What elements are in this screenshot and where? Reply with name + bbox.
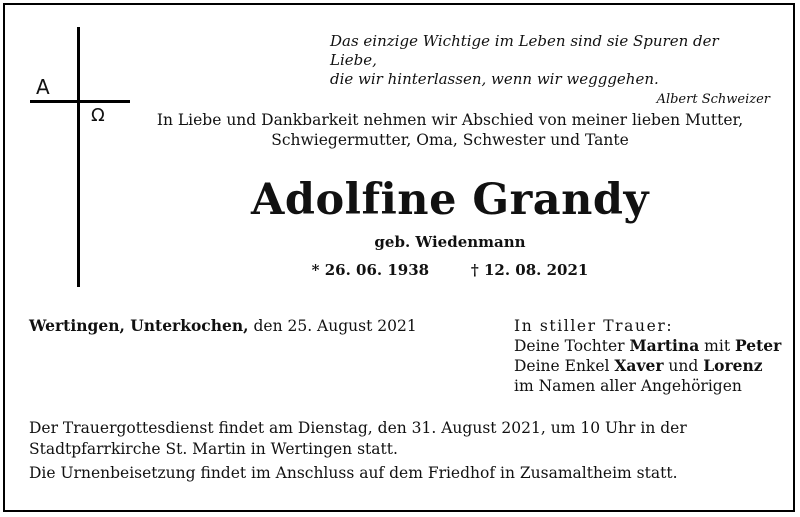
mourner-name-martina: Martina [629, 336, 700, 355]
funeral-service-text [29, 418, 749, 460]
birth-date: * 26. 06. 1938 [311, 261, 430, 279]
mourner-name-lorenz: Lorenz [703, 356, 763, 375]
place-names: Wertingen, Unterkochen, [29, 316, 249, 335]
service-line-2: Stadtpfarrkirche St. Martin in Wertingen statt. [29, 440, 398, 458]
place-and-date [29, 316, 417, 335]
notice-date: den 25. August 2021 [248, 317, 417, 335]
urn-burial-text: Die Urnenbeisetzung findet im Anschluss auf dem Friedhof in Zusamaltheim statt. [29, 464, 678, 482]
service-line-1: Der Trauergottesdienst findet am Dienstag, den 31. August 2021, um 10 Uhr in der [29, 419, 687, 437]
mourner-name-xaver: Xaver [614, 356, 664, 375]
mourner-line-relatives: im Namen aller Angehörigen [514, 377, 742, 395]
intro-text [140, 110, 760, 150]
epigraph-quote [330, 32, 770, 109]
mourners-block [514, 316, 781, 396]
quote-line-2: die wir hinterlassen, wenn wir wegggehen. [330, 70, 659, 88]
quote-line-1: Das einzige Wichtige im Leben sind sie Spuren der Liebe, [330, 32, 719, 69]
birth-name: geb. Wiedenmann [374, 233, 526, 251]
mourner-line-grandchildren: Deine Enkel Xaver und Lorenz [514, 356, 763, 375]
mourner-line-daughter: Deine Tochter Martina mit Peter [514, 336, 782, 355]
death-date: † 12. 08. 2021 [470, 261, 589, 279]
deceased-name: Adolfine Grandy [251, 175, 649, 225]
intro-line-2: Schwiegermutter, Oma, Schwester und Tante [271, 131, 629, 149]
life-dates [250, 261, 650, 279]
alpha-icon: A [36, 75, 50, 99]
cross-vertical-bar [77, 27, 80, 287]
cross-horizontal-bar [30, 100, 130, 103]
quote-author: Albert Schweizer [656, 92, 770, 107]
omega-icon: Ω [91, 105, 105, 126]
intro-line-1: In Liebe und Dankbarkeit nehmen wir Abschied von meiner lieben Mutter, [156, 111, 744, 129]
mourners-heading: In stiller Trauer: [514, 317, 674, 335]
mourner-name-peter: Peter [735, 336, 782, 355]
